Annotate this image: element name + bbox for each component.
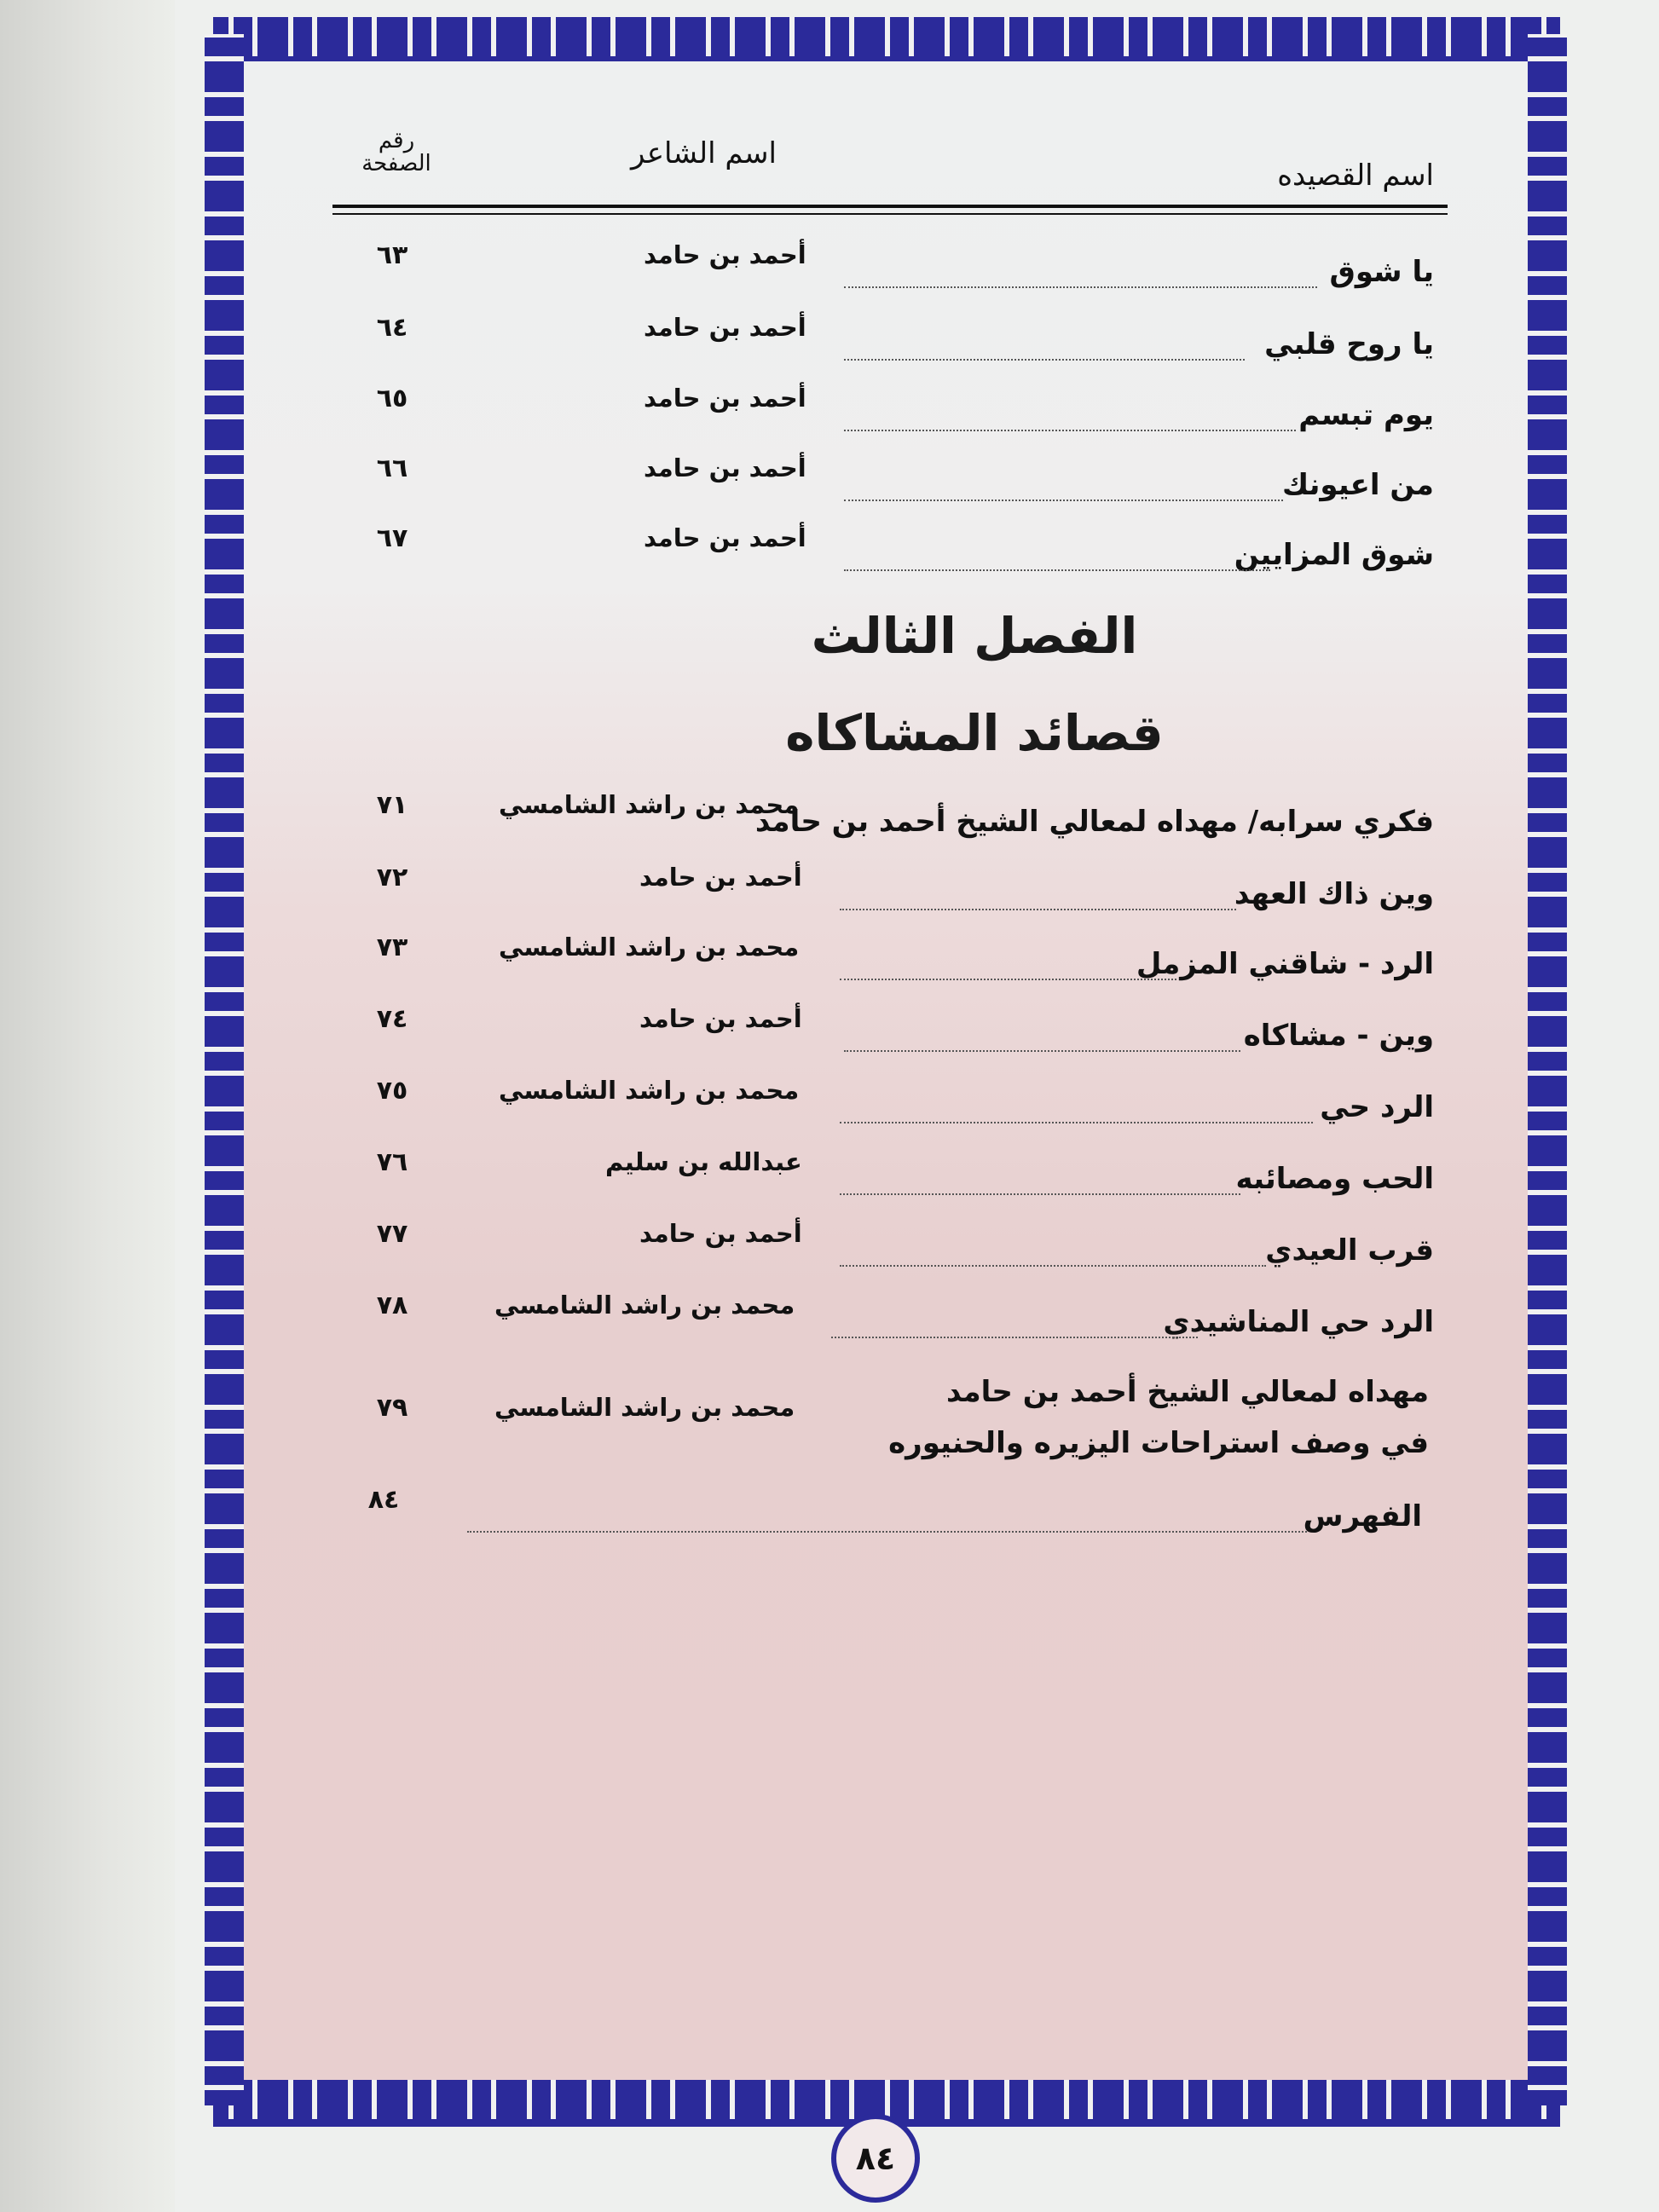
poem-title: الرد حي المناشيدي — [1163, 1305, 1434, 1339]
leader-dots — [844, 430, 1296, 431]
leader-dots — [840, 979, 1176, 980]
poet-name: محمد بن راشد الشامسي — [494, 1291, 795, 1320]
toc-row — [0, 1376, 1659, 1470]
poet-name: أحمد بن حامد — [639, 1004, 802, 1033]
poem-title: فكري سرابه/ مهداه لمعالي الشيخ أحمد بن حامد — [754, 805, 1434, 839]
leader-dots — [831, 1337, 1198, 1338]
header-page-line1: رقم — [378, 128, 415, 153]
header-poem-name: اسم القصيده — [1277, 159, 1434, 193]
poet-name: محمد بن راشد الشامسي — [499, 933, 800, 962]
toc-row — [0, 790, 1659, 865]
poem-title: يا شوق — [1329, 255, 1434, 289]
poet-name: أحمد بن حامد — [639, 1219, 802, 1248]
leader-dots — [840, 1193, 1240, 1195]
poem-title: وين ذاك العهد — [1234, 877, 1434, 911]
toc-row — [0, 1076, 1659, 1151]
poet-name: أحمد بن حامد — [644, 453, 806, 482]
page-number: ٧٣ — [376, 933, 408, 962]
poem-title: وين - مشاكاه — [1243, 1019, 1434, 1053]
toc-row — [0, 933, 1659, 1008]
page-number: ٦٧ — [376, 523, 408, 553]
page-number: ٧٥ — [376, 1076, 408, 1106]
toc-row — [0, 453, 1659, 528]
page-number: ٧٦ — [376, 1147, 408, 1177]
poet-name: عبدالله بن سليم — [605, 1147, 802, 1176]
leader-dots — [467, 1531, 1307, 1533]
poem-title: شوق المزايين — [1234, 538, 1434, 572]
poet-name: محمد بن راشد الشامسي — [494, 1393, 795, 1422]
toc-row — [0, 313, 1659, 388]
page-number: ٦٤ — [376, 313, 408, 343]
poet-name: محمد بن راشد الشامسي — [499, 1076, 800, 1105]
page-number: ٦٣ — [376, 240, 408, 270]
page-number: ٦٥ — [376, 384, 408, 413]
page-number: ٧١ — [376, 790, 408, 820]
poem-title: يا روح قلبي — [1264, 327, 1434, 361]
leader-dots — [844, 286, 1317, 288]
toc-row — [0, 863, 1659, 938]
leader-dots — [844, 1050, 1240, 1052]
toc-row — [0, 1004, 1659, 1079]
poet-name: أحمد بن حامد — [644, 313, 806, 342]
poem-title: مهداه لمعالي الشيخ أحمد بن حامد — [945, 1375, 1429, 1409]
header-rule-thin — [332, 213, 1448, 215]
chapter-title: الفصل الثالث — [811, 607, 1138, 665]
poet-name: أحمد بن حامد — [639, 863, 802, 892]
leader-dots — [840, 909, 1236, 910]
header-page-number — [350, 130, 443, 176]
page-number: ٨٤ — [367, 1485, 400, 1515]
header-rule — [332, 205, 1448, 208]
header-poet-name: اسم الشاعر — [631, 136, 777, 170]
poem-title-line2: في وصف استراحات اليزيره والحنيوره — [888, 1426, 1429, 1460]
leader-dots — [840, 1265, 1266, 1267]
leader-dots — [844, 500, 1283, 501]
poem-title: الفهرس — [1303, 1499, 1422, 1533]
toc-row — [0, 240, 1659, 315]
toc-row — [0, 384, 1659, 459]
page-number: ٧٨ — [376, 1291, 408, 1320]
poem-title: الحب ومصائبه — [1235, 1162, 1434, 1196]
leader-dots — [844, 359, 1245, 361]
poet-name: أحمد بن حامد — [644, 240, 806, 269]
poem-title: قرب العيدي — [1265, 1233, 1434, 1268]
page-number: ٧٤ — [376, 1004, 408, 1034]
toc-row — [0, 1147, 1659, 1222]
leader-dots — [840, 1122, 1313, 1123]
poem-title: يوم تبسم — [1298, 398, 1434, 432]
toc-row — [0, 1291, 1659, 1366]
chapter-subtitle: قصائد المشاكاه — [785, 704, 1164, 762]
toc-row — [0, 1485, 1659, 1560]
page-number: ٧٢ — [376, 863, 408, 892]
page-number: ٧٧ — [376, 1219, 408, 1249]
header-page-line2: الصفحة — [361, 151, 431, 177]
toc-row — [0, 1219, 1659, 1294]
page-number-badge: ٨٤ — [831, 2114, 920, 2203]
toc-row — [0, 523, 1659, 598]
page-number: ٦٦ — [376, 453, 408, 483]
poet-name: محمد بن راشد الشامسي — [499, 790, 800, 819]
leader-dots — [844, 569, 1270, 571]
poem-title: الرد - شاقني المزمل — [1136, 947, 1434, 981]
poet-name: أحمد بن حامد — [644, 523, 806, 552]
poem-title: من اعيونك — [1282, 468, 1434, 502]
poem-title: الرد حي — [1320, 1090, 1434, 1124]
page-number: ٧٩ — [376, 1393, 408, 1423]
poet-name: أحمد بن حامد — [644, 384, 806, 413]
